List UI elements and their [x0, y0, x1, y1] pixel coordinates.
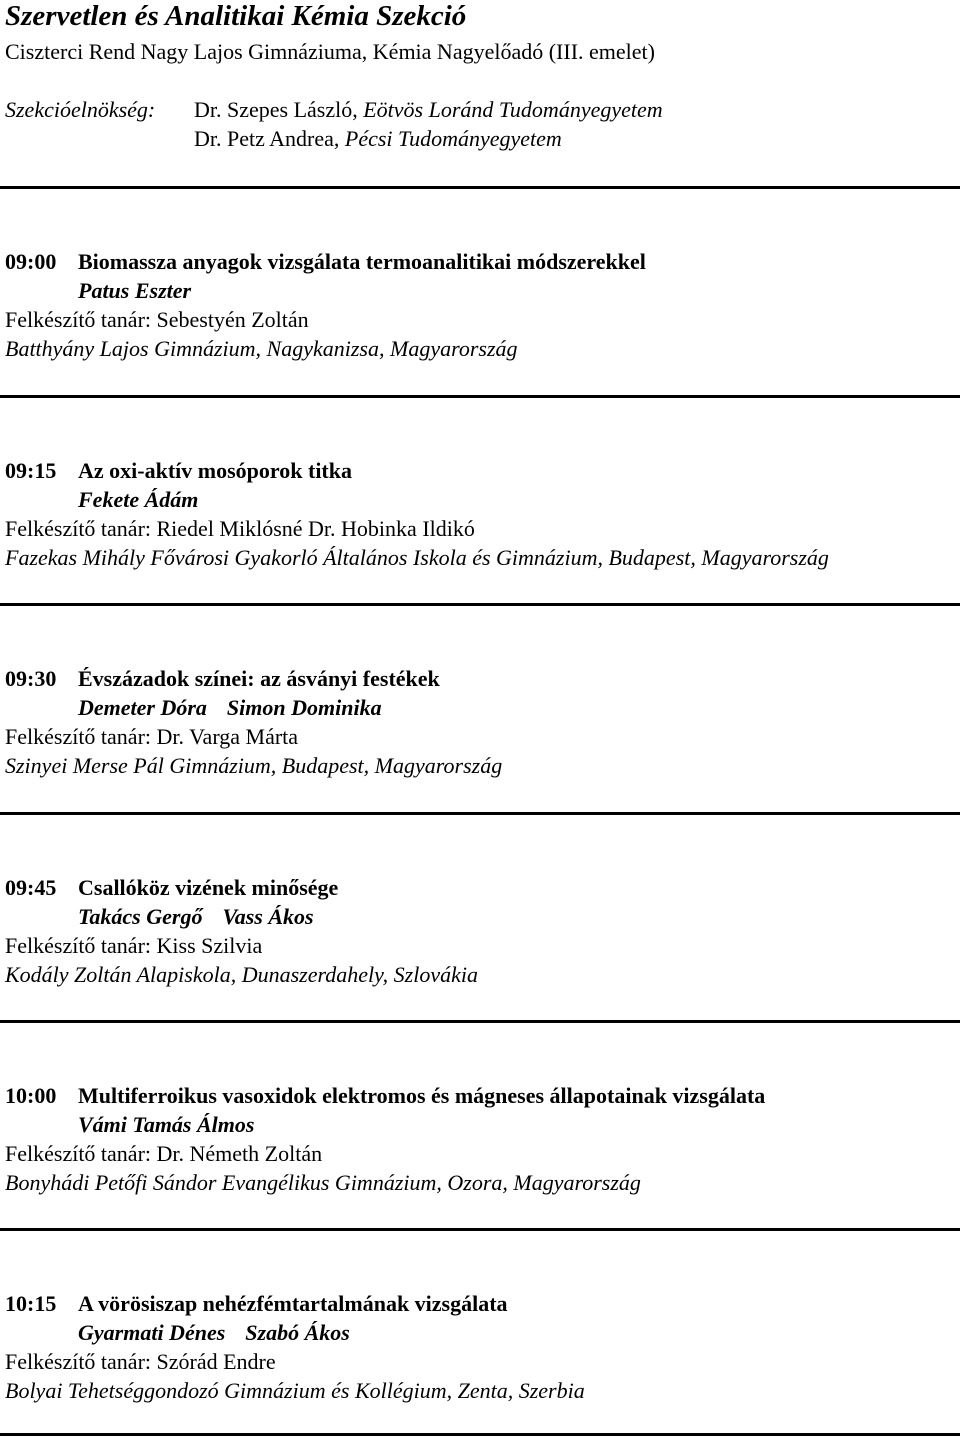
talk-authors	[5, 485, 955, 514]
talk-item	[5, 664, 955, 780]
author-name: Szabó Ákos	[245, 1320, 350, 1345]
talk-time: 10:00	[5, 1083, 57, 1108]
talk-teacher: Felkészítő tanár: Szórád Endre	[5, 1349, 276, 1374]
talk-authors	[5, 1318, 955, 1347]
talk-headline	[5, 247, 955, 276]
chair-institution: Eötvös Loránd Tudományegyetem	[363, 97, 663, 122]
talk-school: Batthyány Lajos Gimnázium, Nagykanizsa, Magyarország	[5, 336, 518, 361]
author-name: Demeter Dóra	[78, 695, 207, 720]
talk-school: Fazekas Mihály Fővárosi Gyakorló Általános Iskola és Gimnázium, Budapest, Magyarország	[5, 545, 829, 570]
talk-school: Bonyhádi Petőfi Sándor Evangélikus Gimnázium, Ozora, Magyarország	[5, 1170, 641, 1195]
author-name: Vass Ákos	[222, 904, 314, 929]
talk-authors	[5, 276, 955, 305]
author-name: Fekete Ádám	[78, 487, 199, 512]
talk-headline	[5, 1289, 955, 1318]
talk-title: Multiferroikus vasoxidok elektromos és mágneses állapotainak vizsgálata	[78, 1083, 766, 1108]
talk-headline	[5, 1081, 955, 1110]
chair-1	[194, 97, 663, 123]
talk-school: Szinyei Merse Pál Gimnázium, Budapest, Magyarország	[5, 753, 503, 778]
talk-authors	[5, 1110, 955, 1139]
author-name: Takács Gergő	[78, 904, 203, 929]
talk-teacher: Felkészítő tanár: Dr. Varga Márta	[5, 724, 299, 749]
author-name: Patus Eszter	[78, 278, 192, 303]
section-venue: Ciszterci Rend Nagy Lajos Gimnáziuma, Kémia Nagyelőadó (III. emelet)	[5, 39, 655, 64]
talk-school: Bolyai Tehetséggondozó Gimnázium és Kollégium, Zenta, Szerbia	[5, 1378, 585, 1403]
chair-institution: Pécsi Tudományegyetem	[344, 126, 562, 151]
talk-time: 09:15	[5, 458, 57, 483]
talk-headline	[5, 456, 955, 485]
talk-school: Kodály Zoltán Alapiskola, Dunaszerdahely, Szlovákia	[5, 962, 478, 987]
talk-item	[5, 1081, 955, 1197]
chair-2	[194, 126, 562, 152]
talk-title: Évszázadok színei: az ásványi festékek	[78, 666, 440, 691]
talk-time: 09:45	[5, 875, 57, 900]
talk-title: A vörösiszap nehézfémtartalmának vizsgálata	[78, 1291, 508, 1316]
divider	[0, 812, 960, 815]
talk-teacher: Felkészítő tanár: Kiss Szilvia	[5, 933, 263, 958]
chair-name: Dr. Szepes László,	[194, 97, 358, 122]
author-name: Gyarmati Dénes	[78, 1320, 226, 1345]
talk-item	[5, 247, 955, 363]
talk-title: Csallóköz vizének minősége	[78, 875, 339, 900]
section-title: Szervetlen és Analitikai Kémia Szekció	[5, 0, 467, 32]
talk-item	[5, 456, 955, 572]
talk-headline	[5, 664, 955, 693]
author-name: Vámi Tamás Álmos	[78, 1112, 255, 1137]
chairs-label: Szekcióelnökség:	[5, 97, 156, 122]
talk-item	[5, 1289, 955, 1405]
talk-time: 09:00	[5, 249, 57, 274]
talk-teacher: Felkészítő tanár: Riedel Miklósné Dr. Hobinka Ildikó	[5, 516, 475, 541]
chair-name: Dr. Petz Andrea,	[194, 126, 340, 151]
talk-teacher: Felkészítő tanár: Sebestyén Zoltán	[5, 307, 309, 332]
talk-time: 09:30	[5, 666, 57, 691]
talk-time: 10:15	[5, 1291, 57, 1316]
talk-title: Az oxi-aktív mosóporok titka	[78, 458, 352, 483]
talk-teacher: Felkészítő tanár: Dr. Németh Zoltán	[5, 1141, 323, 1166]
talk-authors	[5, 693, 955, 722]
divider	[0, 395, 960, 398]
divider	[0, 603, 960, 606]
talk-item	[5, 873, 955, 989]
talk-authors	[5, 902, 955, 931]
divider	[0, 1020, 960, 1023]
talk-title: Biomassza anyagok vizsgálata termoanalitikai módszerekkel	[78, 249, 646, 274]
author-name: Simon Dominika	[226, 695, 382, 720]
divider	[0, 1433, 960, 1436]
divider	[0, 1228, 960, 1231]
talk-headline	[5, 873, 955, 902]
divider	[0, 186, 960, 189]
